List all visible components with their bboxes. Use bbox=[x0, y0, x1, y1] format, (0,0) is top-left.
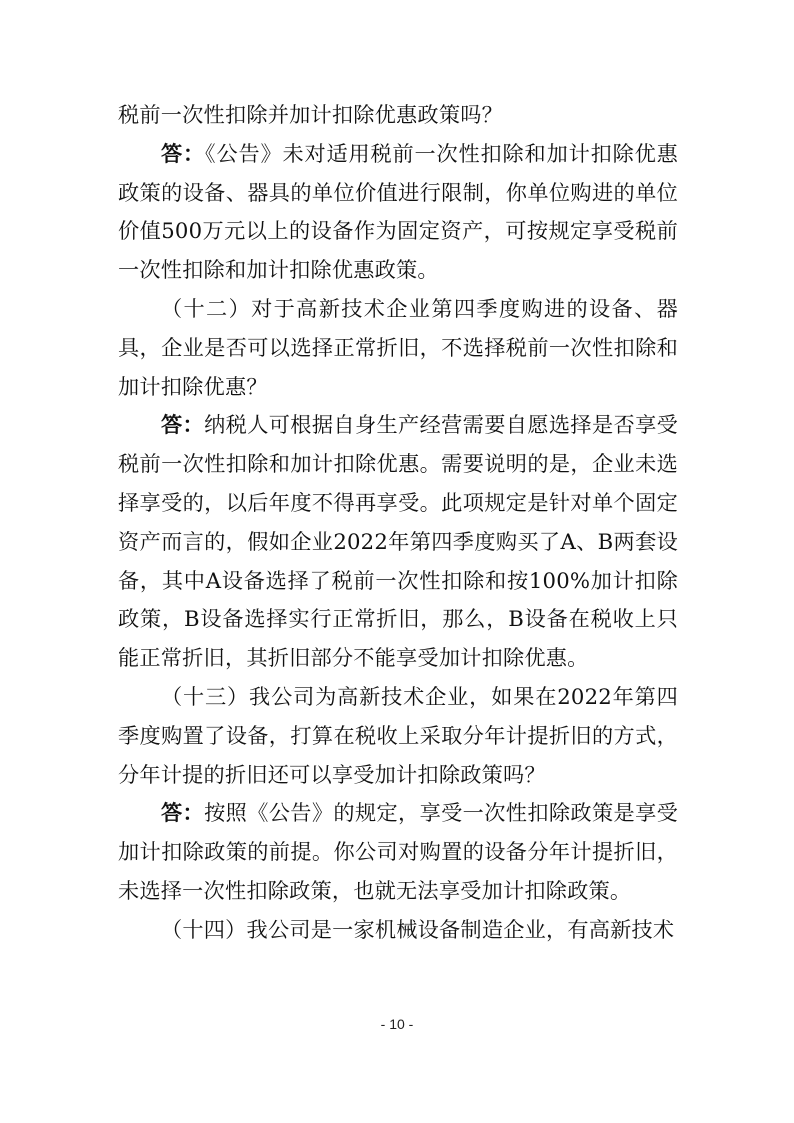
answer-text: 《公告》未对适用税前一次性扣除和加计扣除优惠政策的设备、器具的单位价值进行限制，你单位购进的单位价值500万元以上的设备作为固定资产，可按规定享受税前一次性扣除和加计扣除优惠政策。 bbox=[118, 140, 678, 283]
answer-text: 按照《公告》的规定，享受一次性扣除政策是享受加计扣除政策的前提。你公司对购置的设备分年计提折旧，未选择一次性扣除政策，也就无法享受加计扣除政策。 bbox=[118, 800, 679, 903]
paragraph-text: 税前一次性扣除并加计扣除优惠政策吗？ bbox=[118, 102, 503, 127]
page-number: - 10 - bbox=[380, 1016, 414, 1032]
answer-paragraph bbox=[118, 135, 678, 290]
question-text: （十三）我公司为高新技术企业，如果在2022年第四季度购置了设备，打算在税收上采取分年计提折旧的方式，分年计提的折旧还可以享受加计扣除政策吗？ bbox=[118, 683, 678, 787]
answer-paragraph bbox=[118, 406, 678, 678]
continuation-paragraph bbox=[118, 96, 678, 135]
answer-paragraph bbox=[118, 794, 678, 910]
question-paragraph bbox=[118, 290, 678, 406]
question-text: （十二）对于高新技术企业第四季度购进的设备、器具，企业是否可以选择正常折旧，不选择税前一次性扣除和加计扣除优惠？ bbox=[118, 295, 678, 399]
question-paragraph bbox=[118, 911, 678, 950]
answer-text: 纳税人可根据自身生产经营需要自愿选择是否享受税前一次性扣除和加计扣除优惠。需要说明的是，企业未选择享受的，以后年度不得再享受。此项规定是针对单个固定资产而言的，假如企业2022年第四季度购买了A、B两套设备，其中A设备选择了税前一次性扣除和按100%加计扣除政策，B设备选择实行正常折旧，那么，B设备在税收上只能正常折旧，其折旧部分不能享受加计扣除优惠。 bbox=[118, 412, 679, 671]
answer-label: 答： bbox=[161, 800, 205, 826]
question-text: （十四）我公司是一家机械设备制造企业，有高新技术 bbox=[161, 916, 675, 942]
question-paragraph bbox=[118, 678, 678, 794]
document-page bbox=[118, 96, 678, 950]
answer-label: 答： bbox=[161, 412, 205, 438]
answer-label: 答： bbox=[161, 140, 206, 166]
